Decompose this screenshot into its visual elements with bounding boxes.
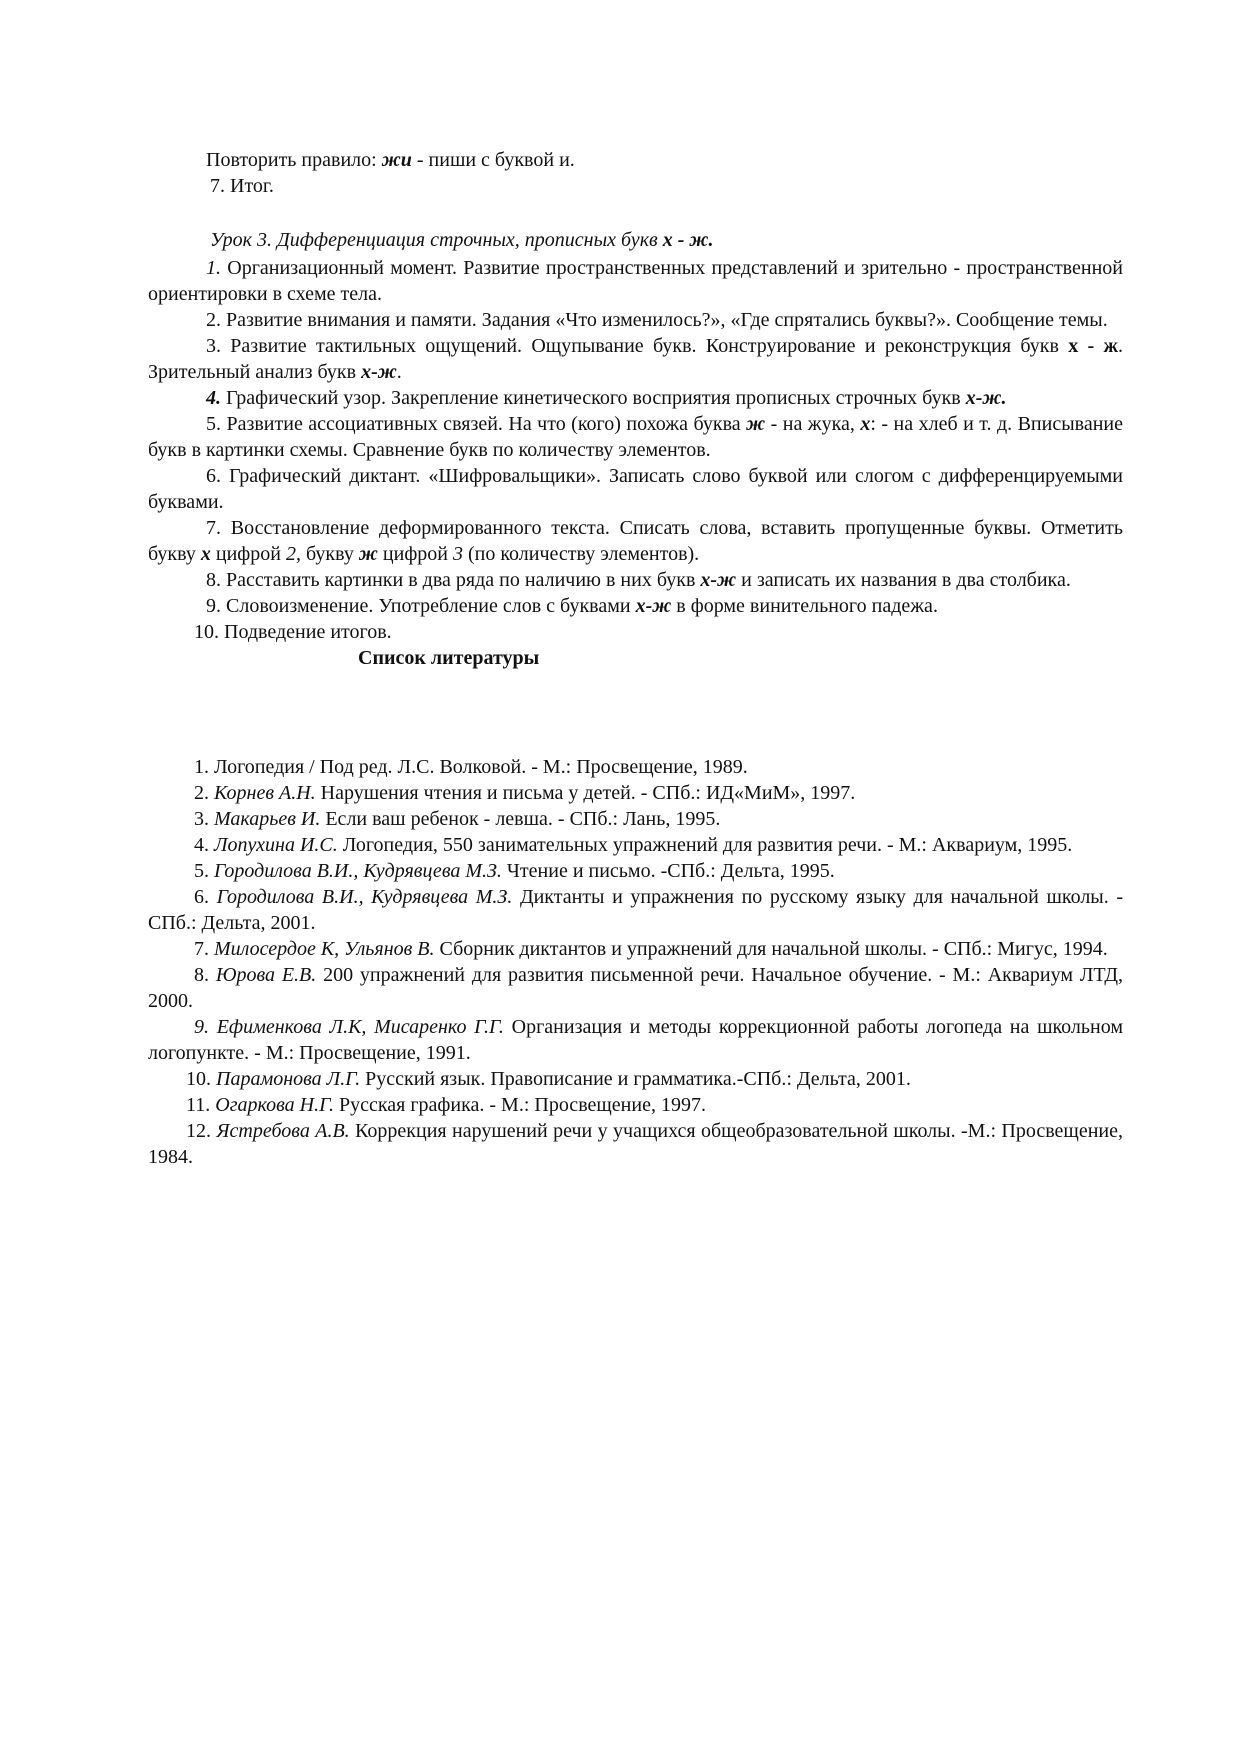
bibliography-list <box>148 754 1123 1170</box>
lesson-item-5: 5. Развитие ассоциативных связей. На что (кого) похожа буква ж - на жука, х: - на хлеб и т. д. Вписывание букв в картинки схемы. Сравнение букв по количеству элементов. <box>148 413 1123 461</box>
bibliography-item: 8. Юрова Е.В. 200 упражнений для развития письменной речи. Начальное обучение. - М.: Аквариум ЛТД, 2000. <box>148 964 1124 1012</box>
bibliography-item: 5. Городилова В.И., Кудрявцева М.З. Чтение и письмо. -СПб.: Дельта, 1995. <box>194 860 835 882</box>
lesson-item-1: 1. Организационный момент. Развитие пространственных представлений и зрительно - пространственной ориентировки в схеме тела. <box>148 257 1123 305</box>
rule-line: Повторить правило: жи - пиши с буквой и. <box>206 149 575 171</box>
lesson-item-6: 6. Графический диктант. «Шифровальщики». Записать слово буквой или слогом с дифференцируемыми буквами. <box>148 465 1123 513</box>
rule-word: жи <box>381 149 412 171</box>
lesson-item-10: 10. Подведение итогов. <box>194 621 392 643</box>
bibliography-item: 1. Логопедия / Под ред. Л.С. Волковой. - М.: Просвещение, 1989. <box>194 756 748 778</box>
lesson-item-2: 2. Развитие внимания и памяти. Задания «Что изменилось?», «Где спрятались буквы?». Сообщение темы. <box>206 309 1108 331</box>
bibliography-title: Список литературы <box>358 647 540 669</box>
bibliography-item: 6. Городилова В.И., Кудрявцева М.З. Диктанты и упражнения по русскому языку для начальной школы. - СПб.: Дельта, 2001. <box>148 886 1124 934</box>
bibliography-item: 10. Парамонова Л.Г. Русский язык. Правописание и грамматика.-СПб.: Дельта, 2001. <box>186 1068 911 1090</box>
bibliography-item: 11. Огаркова Н.Г. Русская графика. - М.: Просвещение, 1997. <box>186 1094 706 1116</box>
bibliography-item: 2. Корнев А.Н. Нарушения чтения и письма у детей. - СПб.: ИД«МиМ», 1997. <box>194 782 856 804</box>
bibliography-item: 12. Ястребова А.В. Коррекция нарушений речи у учащихся общеобразовательной школы. -М.: Просвещение, 1984. <box>148 1120 1123 1168</box>
bibliography-item: 3. Макарьев И. Если ваш ребенок - левша. - СПб.: Лань, 1995. <box>194 808 721 830</box>
intro-section <box>148 147 1123 199</box>
lesson-section <box>148 227 1123 675</box>
bibliography-item: 4. Лопухина И.С. Логопедия, 550 занимательных упражнений для развития речи. - М.: Аквариум, 1995. <box>194 834 1073 856</box>
lesson-item-4: 4. Графический узор. Закрепление кинетического восприятия прописных строчных букв х-ж. <box>206 387 1007 409</box>
itog-line: 7. Итог. <box>210 175 274 197</box>
lesson-item-9: 9. Словоизменение. Употребление слов с буквами х-ж в форме винительного падежа. <box>206 595 938 617</box>
lesson-item-8: 8. Расставить картинки в два ряда по наличию в них букв х-ж и записать их названия в два столбика. <box>206 569 1071 591</box>
lesson-title: Урок 3. Дифференциация строчных, прописных букв х - ж. <box>210 229 714 251</box>
bibliography-item: 7. Милосердое К, Ульянов В. Сборник диктантов и упражнений для начальной школы. - СПб.: Мигус, 1994. <box>194 938 1108 960</box>
lesson-item-7: 7. Восстановление деформированного текста. Списать слова, вставить пропущенные буквы. Отметить букву х цифрой 2, букву ж цифрой 3 (по количеству элементов). <box>148 517 1123 565</box>
lesson-item-3: 3. Развитие тактильных ощущений. Ощупывание букв. Конструирование и реконструкция букв х - ж. Зрительный анализ букв х-ж. <box>148 335 1123 383</box>
bibliography-item: 9. Ефименкова Л.К, Мисаренко Г.Г. Организация и методы коррекционной работы логопеда на школьном логопункте. - М.: Просвещение, 1991. <box>148 1016 1123 1064</box>
